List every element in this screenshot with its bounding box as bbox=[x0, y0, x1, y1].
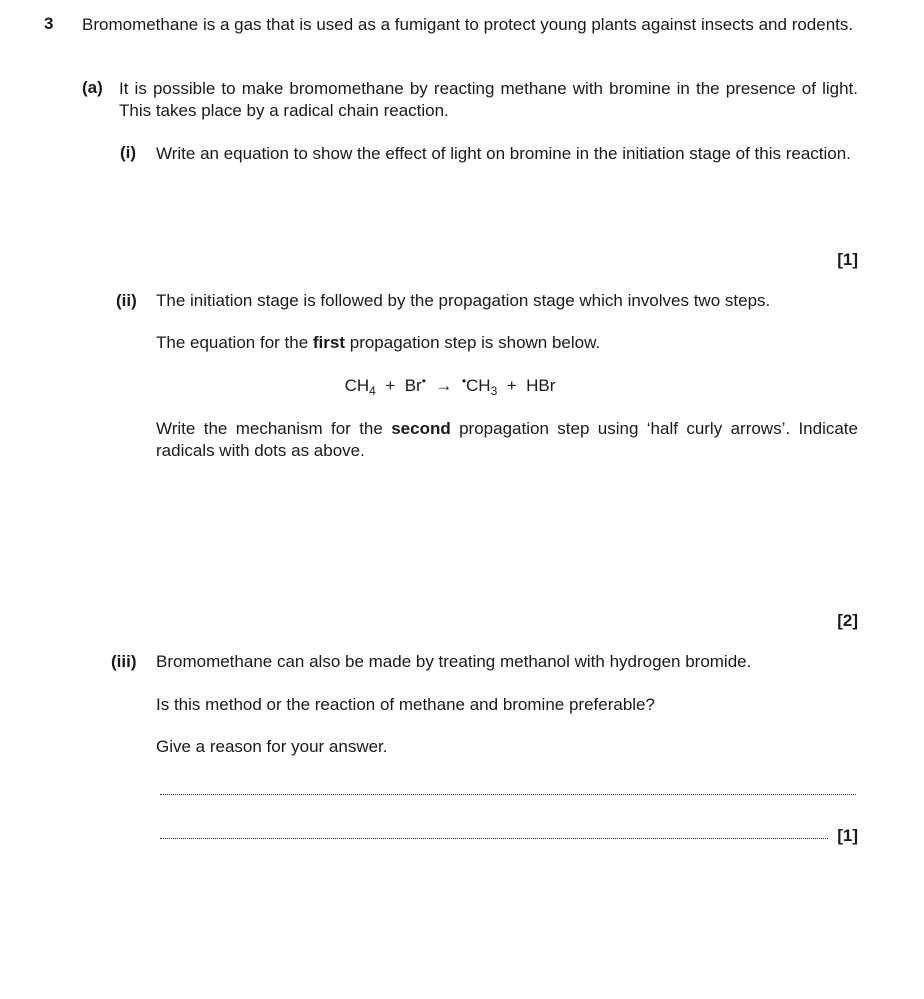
eq-arrow: → bbox=[435, 376, 453, 395]
question-intro: Bromomethane is a gas that is used as a fumigant to protect young plants against insects and rodents. bbox=[82, 15, 854, 34]
part-iii-label: (iii) bbox=[111, 652, 137, 671]
eq-plus-1: + bbox=[385, 376, 396, 395]
part-ii-line2-post: propagation step is shown below. bbox=[345, 333, 601, 352]
answer-line-1[interactable] bbox=[160, 794, 856, 795]
answer-line-2[interactable] bbox=[160, 838, 828, 839]
part-ii-line2-bold: first bbox=[312, 333, 346, 352]
part-iii-line1: Bromomethane can also be made by treating methanol with hydrogen bromide. bbox=[156, 652, 752, 671]
eq-br-radical: Br• bbox=[404, 374, 426, 395]
eq-ch4: $CH_4$ bbox=[344, 376, 376, 398]
part-i-marks: [1] bbox=[837, 250, 858, 269]
propagation-equation bbox=[0, 376, 900, 396]
part-a-text: It is possible to make bromomethane by reacting methane with bromine in the presence of light. This takes place by a radical chain reaction. bbox=[119, 79, 858, 120]
eq-plus-2: + bbox=[506, 376, 517, 395]
part-ii-line3 bbox=[156, 418, 858, 462]
part-ii-marks: [2] bbox=[837, 611, 858, 630]
part-ii-line3-bold: second bbox=[391, 419, 451, 438]
part-iii-marks: [1] bbox=[837, 826, 858, 845]
eq-hbr: HBr bbox=[526, 376, 556, 395]
question-number: 3 bbox=[44, 14, 54, 33]
part-a-label: (a) bbox=[82, 78, 103, 97]
part-i-label: (i) bbox=[120, 143, 137, 162]
part-iii-line2: Is this method or the reaction of methane and bromine preferable? bbox=[156, 695, 655, 714]
part-ii-line1: The initiation stage is followed by the propagation stage which involves two steps. bbox=[156, 291, 771, 310]
part-iii-line3: Give a reason for your answer. bbox=[156, 737, 388, 756]
part-ii-line2-pre: The equation for the bbox=[156, 333, 313, 352]
eq-ch3-radical: $^•CH_3$ bbox=[461, 374, 498, 398]
part-i-text: Write an equation to show the effect of light on bromine in the initiation stage of this reaction. bbox=[156, 144, 851, 163]
part-ii-line3-post: propagation step using ‘half curly arrows’. Indicate radicals with dots as above. bbox=[156, 419, 858, 460]
part-ii-line3-pre: Write the mechanism for the bbox=[156, 419, 392, 438]
part-ii-label: (ii) bbox=[116, 291, 137, 310]
part-ii-line2 bbox=[156, 333, 600, 353]
